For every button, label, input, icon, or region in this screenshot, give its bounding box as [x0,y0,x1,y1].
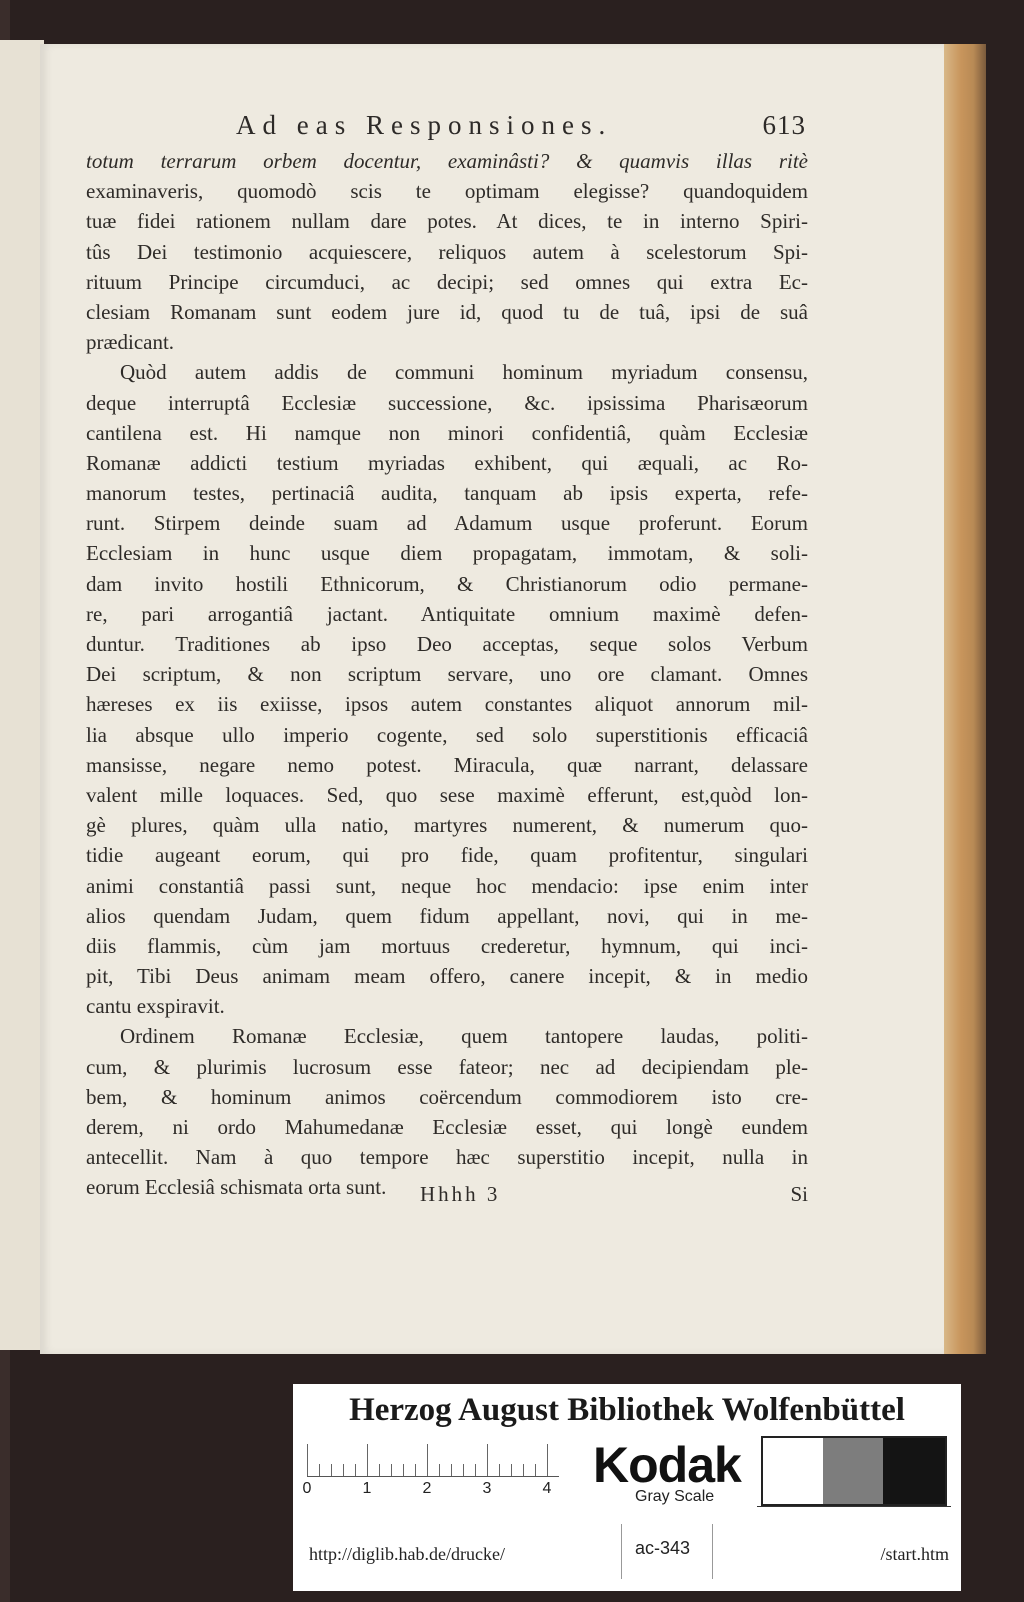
shelfmark-code: ac-343 [635,1538,691,1558]
page-number: 613 [762,110,806,140]
running-head: Ad eas Responsiones. [236,110,613,140]
ruler-baseline [307,1476,559,1477]
text-line: derem, ni ordo Mahumedanæ Ecclesiæ esset, qui longè eundem [86,1115,808,1139]
text-line: Dei scriptum, & non scriptum servare, uno ore clamant. Omnes [86,662,808,687]
text-line: Ordinem Romanæ Ecclesiæ, quem tantopere laudas, politi- [120,1024,808,1049]
ruler-tick [355,1464,356,1476]
gray-scale-underline [757,1506,951,1507]
ruler-scale [307,1444,557,1476]
text-line: tûs Dei testimonio acquiescere, reliquos autem à scelestorum Spi- [86,239,808,264]
ruler-tick [439,1464,440,1476]
url-left: http://diglib.hab.de/drucke/ [309,1544,505,1564]
text-line: deque interruptâ Ecclesiæ successione, &c. ipsissima Pharisæorum [86,390,808,415]
ruler-tick [403,1464,404,1476]
text-line: Quòd autem addis de communi hominum myriadum consensu, [120,360,808,385]
text-line: hæreses ex iis exiisse, ipsos autem constantes aliquot annorum mil- [86,692,808,717]
ruler-tick [475,1464,476,1476]
url-right: /start.htm [880,1544,949,1564]
text-line: clesiam Romanam sunt eodem jure id, quod tu de tuâ, ipsi de suâ [86,299,808,324]
text-line: gè plures, quàm ulla natio, martyres numerent, & numerum quo- [86,813,808,838]
body-text [86,146,808,1203]
ruler-tick [415,1464,416,1476]
text-line: cantilena est. Hi namque non minori confidentiâ, quàm Ecclesiæ [86,420,808,445]
text-line: lia absque ullo imperio cogente, sed solo superstitionis efficaciâ [86,722,808,747]
ruler-tick [487,1444,488,1476]
ruler-tick [523,1464,524,1476]
catchword: Si [790,1182,808,1206]
text-line: manorum testes, pertinaciâ audita, tanquam ab ipsis experta, refe- [86,481,808,506]
ruler-tick [463,1464,464,1476]
ruler-label: 0 [302,1480,312,1497]
gray-scale-label: Gray Scale [635,1488,715,1505]
library-name: Herzog August Bibliothek Wolfenbüttel [349,1392,905,1428]
text-line: valent mille loquaces. Sed, quo sese maximè efferunt, est,quòd lon- [86,782,808,807]
ruler-label: 1 [362,1480,372,1497]
text-line: eorum Ecclesiâ schismata orta sunt. [86,1175,387,1200]
facing-page-edge [0,40,44,1350]
text-line: tuæ fidei rationem nullam dare potes. At dices, te in interno Spiri- [86,209,808,234]
text-line: re, pari arrogantiâ jactant. Antiquitate omnium maximè defen- [86,601,808,626]
text-line: Romanæ addicti testium myriadas exhibent, qui æquali, ac Ro- [86,450,808,475]
text-line: dam invito hostili Ethnicorum, & Christianorum odio permane- [86,571,808,596]
kodak-brand: Kodak [593,1437,741,1493]
ruler-tick [331,1464,332,1476]
text-line: prædicant. [86,330,175,355]
text-line: duntur. Traditiones ab ipso Deo acceptas, seque solos Verbum [86,632,808,656]
ruler-tick [535,1464,536,1476]
text-line: cum, & plurimis lucrosum esse fateor; nec ad decipiendam ple- [86,1054,808,1079]
gray-swatches [761,1436,947,1506]
gray-swatch [823,1438,883,1504]
text-line: totum terrarum orbem docentur, examinâsti? & quamvis illas ritè [86,149,808,173]
ruler-tick [391,1464,392,1476]
ruler-tick [307,1444,308,1476]
signature-mark: Hhhh 3 [420,1182,501,1206]
gray-swatch [763,1438,823,1504]
ruler-tick [511,1464,512,1476]
text-line: mansisse, negare nemo potest. Miracula, quæ narrant, delassare [86,752,808,777]
text-line: tidie augeant eorum, qui pro fide, quam profitentur, singulari [86,843,808,868]
page-footer [86,1182,808,1212]
text-line: antecellit. Nam à quo tempore hæc superstitio incepit, nulla in [86,1145,808,1170]
ruler-tick [343,1464,344,1476]
ruler-tick [379,1464,380,1476]
text-line: alios quendam Judam, quem fidum appellant, novi, qui in me- [86,903,808,928]
text-line: diis flammis, cùm jam mortuus crederetur, hymnum, qui inci- [86,933,808,958]
ruler-tick [451,1464,452,1476]
text-line: animi constantiâ passi sunt, neque hoc mendacio: ipse enim inter [86,873,808,898]
text-line: cantu exspiravit. [86,994,225,1019]
ruler-labels [297,1480,557,1502]
text-line: rituum Principe circumduci, ac decipi; sed omnes qui extra Ec- [86,269,808,294]
ruler-label: 3 [482,1480,492,1497]
ruler-tick [367,1444,368,1476]
color-target-card [293,1384,961,1591]
ruler-tick [499,1464,500,1476]
text-line: pit, Tibi Deus animam meam offero, canere incepit, & in medio [86,964,808,989]
ruler-label: 4 [542,1480,552,1497]
ruler-label: 2 [422,1480,432,1497]
text-line: bem, & hominum animos coërcendum commodiorem isto cre- [86,1084,808,1109]
ruler-tick [547,1444,548,1476]
gray-swatch [883,1438,945,1504]
page-fore-edge [944,44,986,1354]
ruler-tick [319,1464,320,1476]
text-line: examinaveris, quomodò scis te optimam elegisse? quandoquidem [86,179,808,204]
text-line: Ecclesiam in hunc usque diem propagatam, immotam, & soli- [86,541,808,566]
page-header [236,110,806,142]
text-line: runt. Stirpem deinde suam ad Adamum usque proferunt. Eorum [86,511,808,536]
ruler-tick [427,1444,428,1476]
